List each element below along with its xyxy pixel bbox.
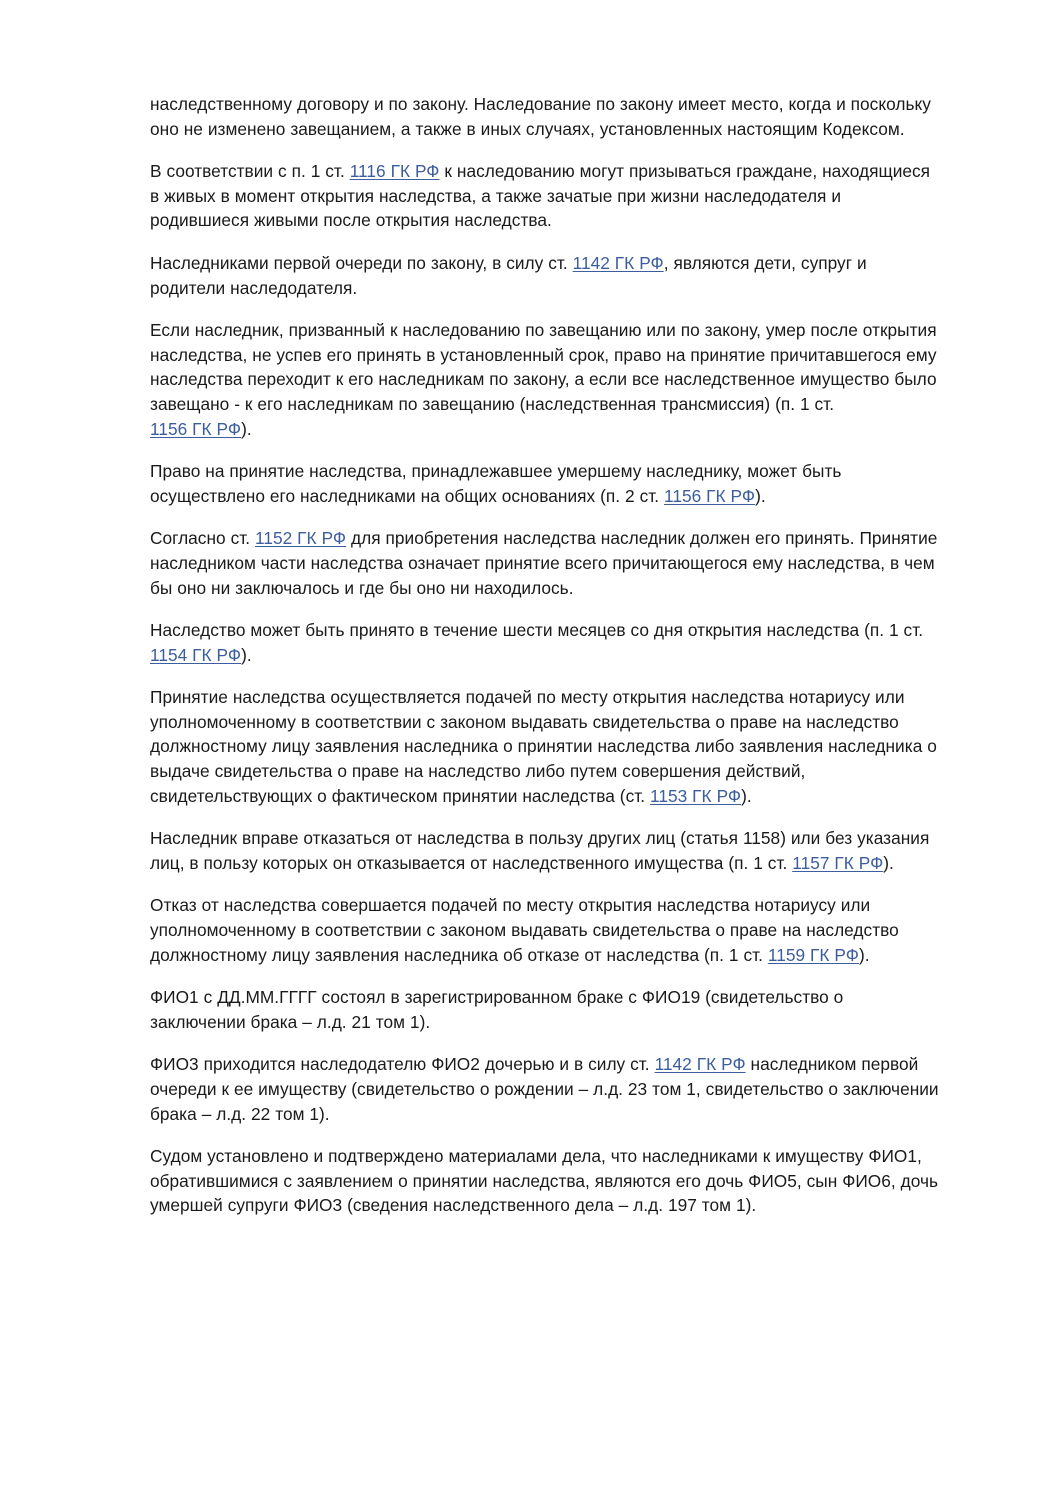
legal-reference-link[interactable]: 1154 ГК РФ (150, 644, 242, 665)
paragraph (150, 526, 940, 600)
legal-reference-link[interactable]: 1157 ГК РФ (792, 852, 884, 873)
paragraph (150, 893, 940, 967)
paragraph-text: Наследниками первой очереди по закону, в силу ст. (150, 252, 573, 273)
paragraph-text: ФИО1 с ДД.ММ.ГГГГ состоял в зарегистрированном браке с ФИО19 (свидетельство о заключении брака – л.д. 21 том 1). (150, 987, 844, 1032)
paragraph-text: Наследство может быть принято в течение шести месяцев со дня открытия наследства (п. 1 ст. (150, 620, 924, 641)
paragraph-text: , являются дети, супруг и родители наследодателя. (150, 252, 867, 298)
legal-reference-link[interactable]: 1142 ГК РФ (654, 1054, 746, 1075)
paragraph-text: ). (883, 852, 894, 873)
paragraph (150, 92, 940, 141)
paragraph (150, 1052, 940, 1126)
paragraph (150, 826, 940, 875)
paragraph (150, 685, 940, 808)
legal-reference-link[interactable]: 1156 ГК РФ (664, 485, 756, 506)
paragraph-text: наследственному договору и по закону. Наследование по закону имеет место, когда и поскольку оно не изменено завещанием, а также в иных случаях, установленных настоящим Кодексом. (150, 94, 931, 139)
paragraph (150, 985, 940, 1034)
legal-reference-link[interactable]: 1116 ГК РФ (349, 161, 440, 182)
paragraph-text: Судом установлено и подтверждено материалами дела, что наследниками к имуществу ФИО1, обратившимися с заявлением о принятии наследства, являются его дочь ФИО5, сын ФИО6, дочь умершей супруги ФИО3 (сведения наследственного дела – л.д. 197 том 1). (150, 1146, 939, 1216)
paragraph (150, 459, 940, 508)
legal-reference-link[interactable]: 1142 ГК РФ (572, 252, 664, 273)
paragraph-text: Принятие наследства осуществляется подачей по месту открытия наследства нотариусу или уполномоченному в соответствии с законом выдавать свидетельства о праве на наследство должностному лицу заявления наследника о принятии наследства либо заявления наследника о выдаче свидетельства о праве на наследство либо путем совершения действий, свидетельствующих о фактическом принятии наследства (ст. (150, 687, 937, 806)
legal-reference-link[interactable]: 1159 ГК РФ (767, 944, 859, 965)
paragraph-text: ). (241, 644, 252, 665)
paragraph-text: Право на принятие наследства, принадлежавшее умершему наследнику, может быть осуществлено его наследниками на общих основаниях (п. 2 ст. (150, 461, 842, 506)
paragraph-text: ). (241, 418, 252, 439)
paragraph (150, 618, 940, 667)
paragraph-text: наследником первой очереди к ее имуществу (свидетельство о рождении – л.д. 23 том 1, свидетельство о заключении брака – л.д. 22 том 1). (150, 1054, 939, 1124)
paragraph-text: ФИО3 приходится наследодателю ФИО2 дочерью и в силу ст. (150, 1054, 655, 1075)
paragraph-text: для приобретения наследства наследник должен его принять. Принятие наследником части наследства означает принятие всего причитающегося ему наследства, в чем бы оно ни заключалось и где бы оно ни находилось. (150, 528, 938, 598)
paragraph-text: ). (858, 944, 870, 965)
paragraph-text: Если наследник, призванный к наследованию по завещанию или по закону, умер после открытия наследства, не успев его принять в установленный срок, право на принятие причитавшегося ему наследства переходит к его наследникам по закону, а если все наследственное имущество было завещано - к его наследникам по завещанию (наследственная трансмиссия) (п. 1 ст. (150, 320, 937, 414)
legal-reference-link[interactable]: 1152 ГК РФ (255, 528, 347, 549)
document-text-body (150, 92, 940, 1218)
paragraph-text: В соответствии с п. 1 ст. (150, 161, 350, 182)
paragraph-text: Наследник вправе отказаться от наследства в пользу других лиц (статья 1158) или без указания лиц, в пользу которых он отказывается от наследственного имущества (п. 1 ст. (150, 828, 930, 873)
paragraph-text: ). (755, 485, 766, 506)
paragraph (150, 1144, 940, 1218)
paragraph (150, 251, 940, 300)
paragraph-text: к наследованию могут призываться граждане, находящиеся в живых в момент открытия наследства, а также зачатые при жизни наследодателя и родившиеся живыми после открытия наследства. (150, 161, 931, 231)
paragraph-text: ). (741, 785, 752, 806)
paragraph (150, 159, 940, 233)
paragraph-text: Согласно ст. (150, 528, 256, 549)
legal-reference-link[interactable]: 1156 ГК РФ (150, 418, 242, 439)
paragraph (150, 318, 940, 441)
legal-reference-link[interactable]: 1153 ГК РФ (650, 785, 742, 806)
paragraph-text: Отказ от наследства совершается подачей по месту открытия наследства нотариусу или уполномоченному в соответствии с законом выдавать свидетельства о праве на наследство должностному лицу заявления наследника об отказе от наследства (п. 1 ст. (150, 895, 899, 965)
